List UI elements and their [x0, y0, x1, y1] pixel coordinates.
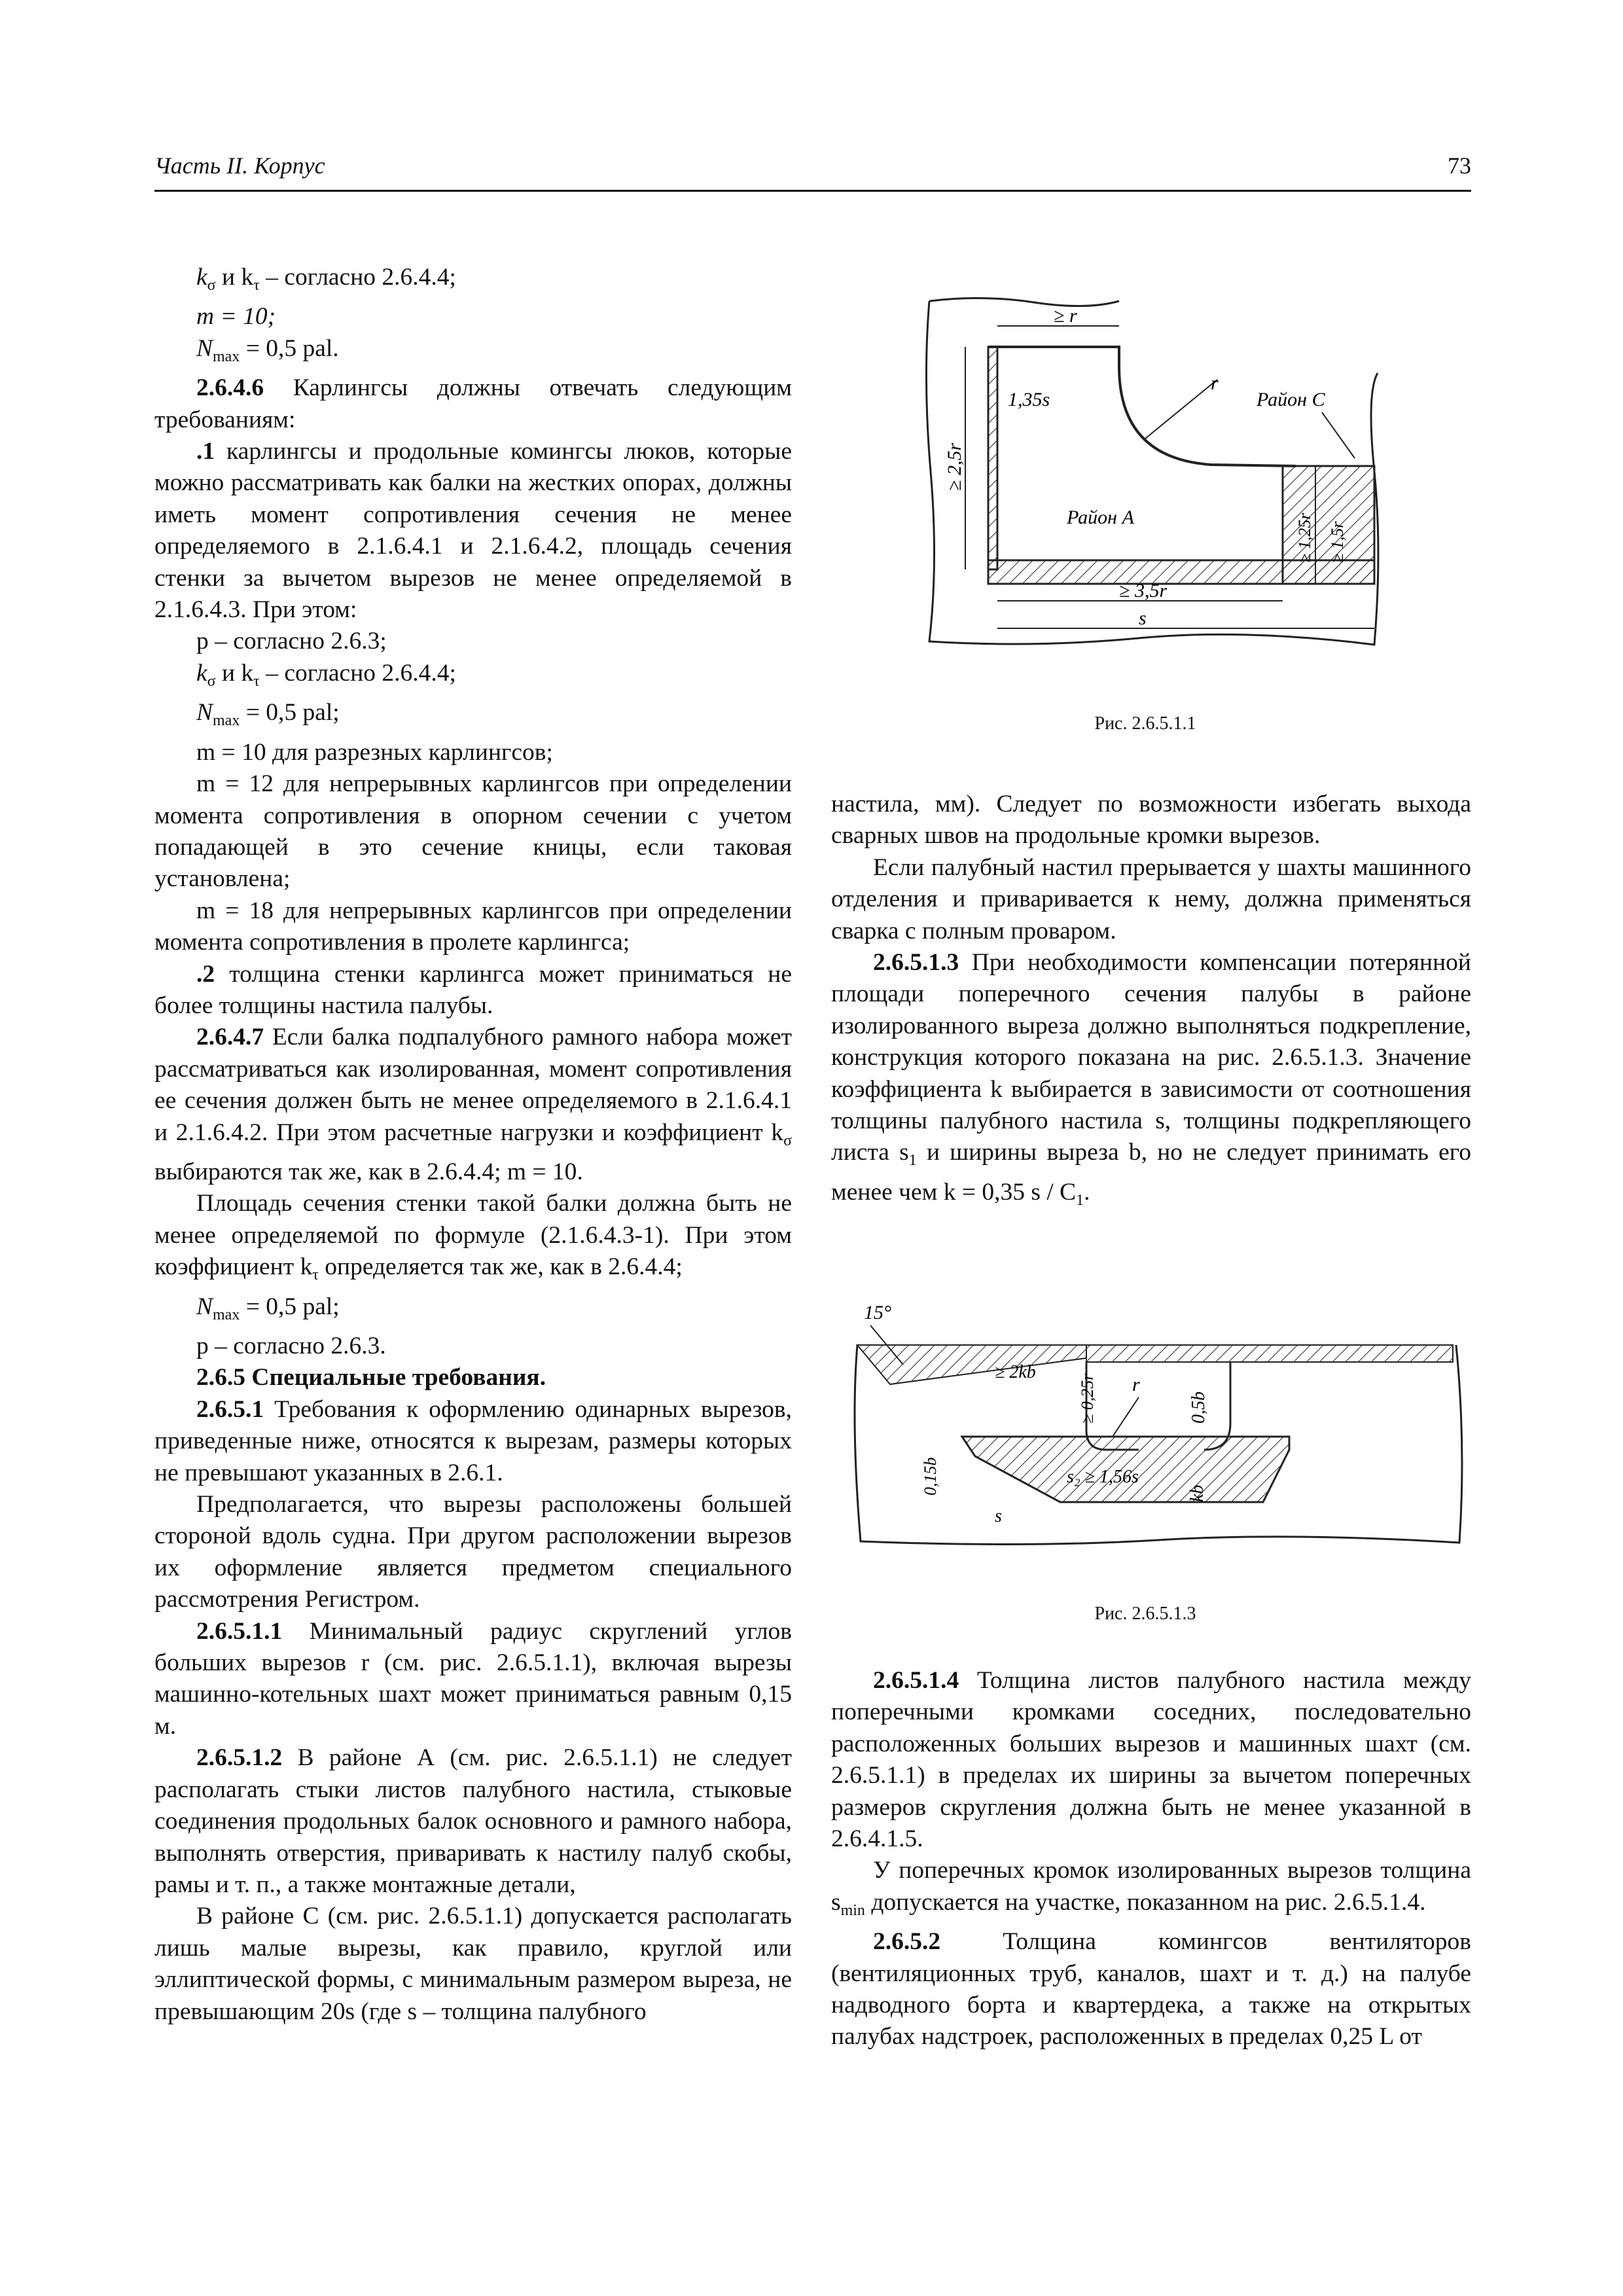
fig1-label-region-a: Район А: [1067, 507, 1134, 528]
fig2-label-15deg: 15°: [864, 1302, 891, 1323]
para-2-6-5-1-4: 2.6.5.1.4 Толщина листов палубного настила между поперечными кромками соседних, последовательно расположенных больших вырезов и машинных шахт (см. 2.6.5.1.1) в пределах их ширины за вычетом поперечных размеров скругления должна быть не менее указанной в 2.6.4.1.5.: [831, 1667, 1471, 1853]
fig1-label-r-top: ≥ r: [1054, 305, 1077, 327]
line-p: p – согласно 2.6.3;: [196, 628, 387, 655]
right-column-upper: [831, 789, 1471, 1216]
figure-caption-1: Рис. 2.6.5.1.1: [1094, 713, 1196, 734]
para-2-6-4-6: 2.6.4.6 Карлингсы должны отвечать следующим требованиям:: [154, 374, 792, 433]
para-2-6-5-1-2: 2.6.5.1.2 В районе А (см. рис. 2.6.5.1.1) не следует располагать стыки листов палубного настила, стыковые соединения продольных балок основного и рамного набора, выполнять отверстия, приваривать к настилу палуб скобы, рамы и т. п., а также монтажные детали,: [154, 1744, 792, 1898]
figure-2-6-5-1-1: [903, 275, 1400, 681]
line-nmax: $N_{max} = 0,5$ pal.: [196, 334, 339, 365]
fig2-label-kb: kb: [1187, 1484, 1207, 1502]
fig2-label-s: s: [995, 1506, 1002, 1526]
fig1-label-125r: ≥ 1,25r: [1295, 512, 1314, 563]
fig1-label-r: r: [1211, 372, 1219, 394]
figure-drawing-1: [903, 275, 1400, 681]
line-k-coeff: $k_\sigma$ и $k_\tau$ – согласно 2.6.4.4;: [196, 264, 456, 294]
fig2-label-r: r: [1132, 1374, 1140, 1395]
line-nmax-2: $N_{max} = 0,5$ pal;: [196, 699, 340, 730]
para-2-6-5-1: 2.6.5.1 Требования к оформлению одинарных вырезов, приведенные ниже, относятся к вырезам, размеры которых не превышают указанных в 2.6.1.: [154, 1395, 792, 1486]
line-m12: m = 12 для непрерывных карлингсов при определении момента сопротивления в опорном сечении с учетом попадающей в это сечение кницы, если таковая установлена;: [154, 770, 792, 893]
fig1-label-135s: 1,35s: [1008, 389, 1050, 410]
para-region-c: В районе С (см. рис. 2.6.5.1.1) допускается располагать лишь малые вырезы, как правило, круглой или эллиптической формы, с минимальным размером выреза, не превышающим 20s (где s – толщина палубного: [154, 1903, 792, 2025]
header-rule: [154, 190, 1471, 192]
section-heading-2-6-5: 2.6.5 Специальные требования.: [196, 1364, 546, 1391]
para-2-6-5-2: 2.6.5.2 Толщина комингсов вентиляторов (вентиляционных труб, каналов, шахт и т. д.) на палубе надводного борта и квартердека, а также на открытых палубах надстроек, расположенных в пределах 0,25 L от: [831, 1928, 1471, 2051]
fig1-label-15r: ≥ 1,5r: [1328, 521, 1347, 563]
para-interrupt: Если палубный настил прерывается у шахты машинного отделения и приваривается к нему, должна применяться сварка с полным проваром.: [831, 853, 1471, 944]
running-title: Часть II. Корпус: [154, 152, 325, 179]
fig1-label-s: s: [1139, 607, 1147, 629]
para-2-6-4-7: 2.6.4.7 Если балка подпалубного рамного набора может рассматриваться как изолированная, момент сопротивления ее сечения должен быть не менее определяемого в 2.1.6.4.1 и 2.1.6.4.2. При этом расчетные нагрузки и коэффициент $k_\sigma$ выбираются так же, как в 2.6.4.4; m = 10.: [154, 1024, 792, 1185]
fig2-label-s2: s₂ ≥ 1,56s: [1067, 1467, 1139, 1487]
para-2-6-5-1-1: 2.6.5.1.1 Минимальный радиус скруглений углов больших вырезов r (см. рис. 2.6.5.1.1), включая вырезы машинно-котельных шахт может приниматься равным 0,15 м.: [154, 1617, 792, 1740]
figure-drawing-2: [831, 1293, 1479, 1581]
right-column-lower: [831, 1665, 1471, 2053]
fig2-label-015b: 0,15b: [921, 1457, 940, 1496]
para-smin: У поперечных кромок изолированных вырезов толщина $s_{min}$ допускается на участке, показанном на рис. 2.6.5.1.4.: [831, 1857, 1471, 1919]
figure-caption-2: Рис. 2.6.5.1.3: [1094, 1604, 1196, 1624]
para-assume: Предполагается, что вырезы расположены большей стороной вдоль судна. При другом расположении вырезов их оформление является предметом специального рассмотрения Регистром.: [154, 1491, 792, 1613]
fig1-label-35r: ≥ 3,5r: [1119, 580, 1168, 601]
line-m10: m = 10 для разрезных карлингсов;: [196, 738, 553, 766]
para-item-1: .1 карлингсы и продольные комингсы люков, которые можно рассматривать как балки на жестких опорах, должны иметь момент сопротивления сечения не менее определяемого в 2.1.6.4.1 и 2.1.6.4.2, площадь сечения стенки за вычетом вырезов не менее определяемой в 2.1.6.4.3. При этом:: [154, 438, 792, 624]
para-item-2: .2 толщина стенки карлингса может приниматься не более толщины настила палубы.: [154, 960, 792, 1019]
para-2-6-5-1-3: 2.6.5.1.3 При необходимости компенсации потерянной площади поперечного сечения палубы в районе изолированного выреза должно выполняться подкрепление, конструкция которого показана на рис. 2.6.5.1.3. Значение коэффициента k выбирается в зависимости от соотношения толщины палубного настила s, толщины подкрепляющего листа $s_1$ и ширины выреза b, но не следует принимать его менее чем k = 0,35 s / $C_1$.: [831, 949, 1472, 1209]
figure-2-6-5-1-3: [831, 1293, 1479, 1581]
fig2-label-025r: ≥ 0,25r: [1078, 1373, 1097, 1424]
fig2-label-05b: 0,5b: [1188, 1391, 1209, 1424]
line-k-coeff-2: $k_\sigma$ и $k_\tau$ – согласно 2.6.4.4;: [196, 659, 456, 690]
fig1-label-25r: ≥ 2,5r: [944, 442, 965, 491]
fig1-label-region-c: Район С: [1257, 389, 1325, 410]
line-m18: m = 18 для непрерывных карлингсов при определении момента сопротивления в пролете карлингса;: [154, 897, 792, 956]
line-m: m = 10;: [196, 303, 276, 331]
left-column: [154, 262, 792, 2028]
para-continuation: настила, мм). Следует по возможности избегать выхода сварных швов на продольные кромки вырезов.: [831, 791, 1471, 850]
page-header: [154, 152, 1471, 191]
line-nmax-3: $N_{max} = 0,5$ pal;: [196, 1293, 340, 1323]
line-p-2: p – согласно 2.6.3.: [196, 1333, 386, 1359]
page-number: 73: [1448, 152, 1471, 179]
para-area: Площадь сечения стенки такой балки должна быть не менее определяемой по формуле (2.1.6.4.3-1). При этом коэффициент $k_\tau$ определяется так же, как в 2.6.4.4;: [154, 1190, 792, 1284]
fig2-label-2kb: ≥ 2kb: [995, 1362, 1036, 1382]
